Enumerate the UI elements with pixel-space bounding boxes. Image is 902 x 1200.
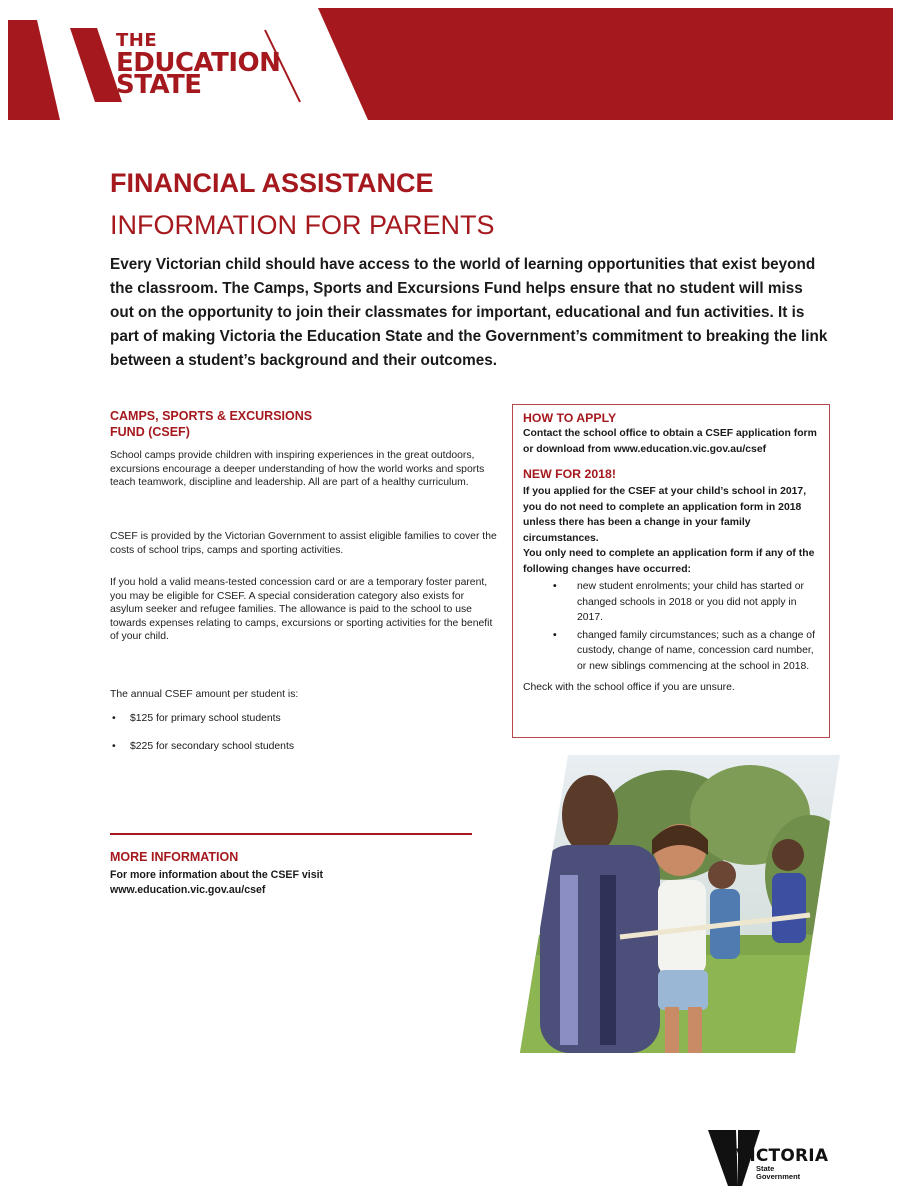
logo-line-state: STATE [116,70,202,100]
csef-paragraph-1: School camps provide children with inspiring experiences in the great outdoors, excursions encourage a deeper understanding of how the world works and sports teach teamwork, discipline and leadership. All are part of a healthy curriculum. [110,450,485,488]
logo-line-education: EDUCATION [116,48,281,78]
more-info-heading: MORE INFORMATION [110,850,239,864]
new-for-2018-text: If you applied for the CSEF at your child’s school in 2017, you do not need to complete an application form in 2018 unless there has been a change in your family circumstances. [523,486,807,544]
check-note: Check with the school office if you are unsure. [523,682,735,693]
divider [110,833,472,835]
csef-paragraph-2: CSEF is provided by the Victorian Government to assist eligible families to cover the costs of school trips, camps and sporting activities. [110,531,497,556]
csef-heading [110,408,500,440]
how-to-apply-text: Contact the school office to obtain a CSEF application form or download from www.education.vic.gov.au/csef [523,428,817,455]
more-info-text [110,868,410,898]
page-title: FINANCIAL ASSISTANCE [110,168,434,198]
state-government-label [756,1165,800,1181]
changes-list [523,579,821,674]
list-item: • $125 for primary school students [110,712,498,726]
how-to-apply-heading: HOW TO APPLY [523,411,617,425]
changes-intro: You only need to complete an application form if any of the following changes have occurred: [523,548,815,575]
intro-paragraph: Every Victorian child should have access to the world of learning opportunities that exist beyond the classroom. The Camps, Sports and Excursions Fund helps ensure that no student will miss out on the opportunity to join their classmates for important, educational and fun activities. It is part of making Victoria the Education State and the Government’s commitment to breaking the link between a student’s background and their outcomes. [110,256,828,369]
page-subtitle: INFORMATION FOR PARENTS [110,210,495,240]
more-info-link[interactable]: www.education.vic.gov.au/csef [110,884,266,896]
victoria-wordmark: VICTORIA [736,1146,829,1166]
state-label: State [756,1164,775,1173]
csef-heading-line2: FUND (CSEF) [110,425,190,439]
education-state-logo [116,30,281,100]
more-info-line1: For more information about the CSEF visit [110,869,324,881]
how-to-apply-box [512,404,830,738]
government-label: Government [756,1172,801,1181]
csef-amount-intro: The annual CSEF amount per student is: [110,689,299,700]
children-tug-of-war-photo [520,755,840,1053]
new-for-2018-heading: NEW FOR 2018! [523,467,616,481]
csef-paragraph-3: If you hold a valid means-tested concession card or are a temporary foster parent, you may be eligible for CSEF. A special consideration category also exists for asylum seeker and refugee families. The allowance is paid to the school to use towards expenses relating to camps, excursions or sporting activities for the benefit of your child. [110,577,493,642]
logo-line-the: THE [116,30,158,51]
csef-amount-list [110,712,498,767]
csef-heading-line1: CAMPS, SPORTS & EXCURSIONS [110,409,313,423]
list-item: • $225 for secondary school students [110,740,498,754]
list-item: • new student enrolments; your child has started or changed schools in 2018 or you did not apply in 2017. [523,579,821,626]
list-item: • changed family circumstances; such as a change of custody, change of name, concession card number, or new siblings commencing at the school in 2018. [523,628,821,675]
